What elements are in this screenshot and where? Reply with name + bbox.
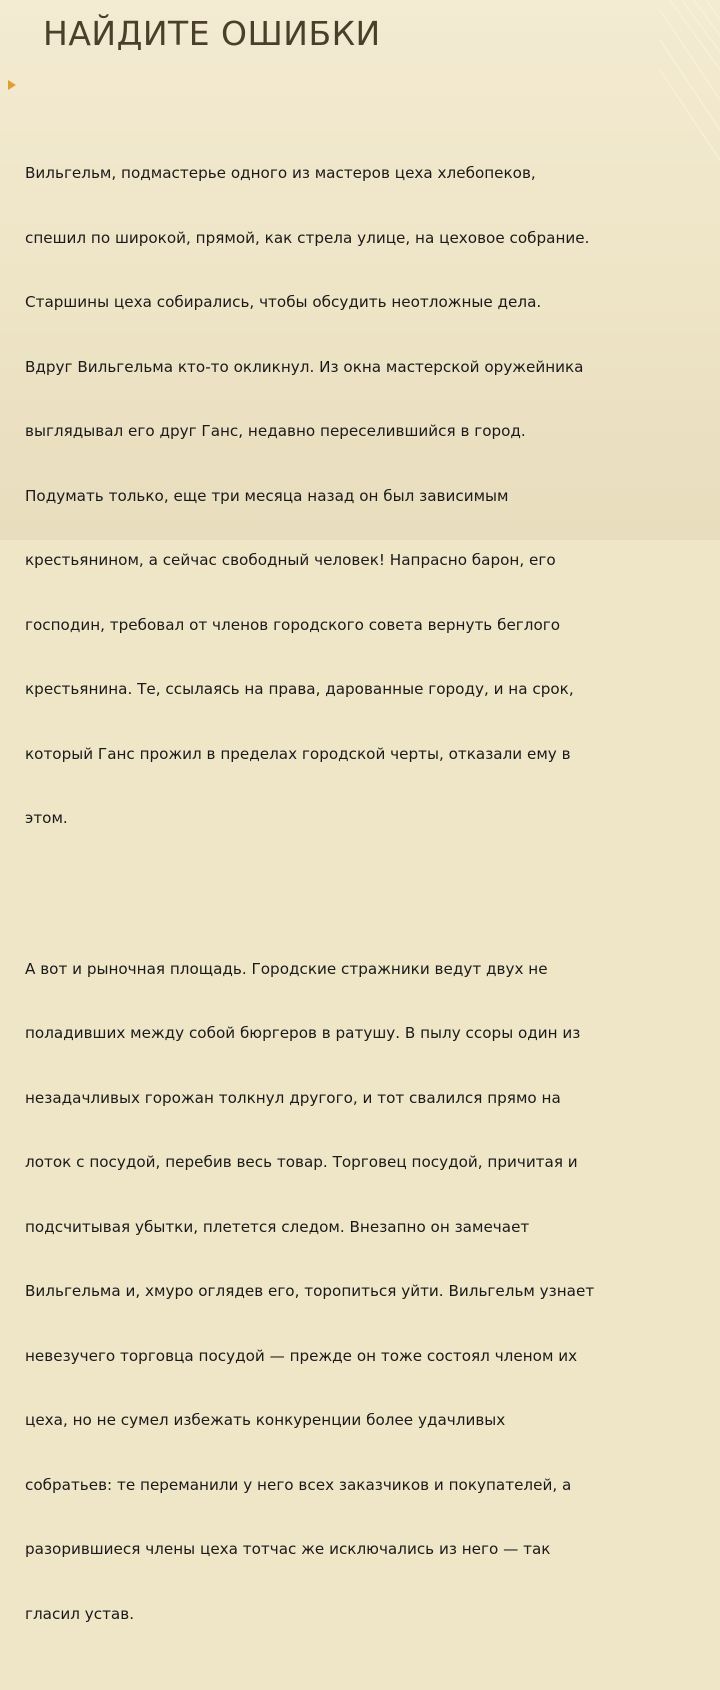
body-text	[25, 77, 715, 1690]
text-line: Вильгельм, подмастерье одного из мастеров цеха хлебопеков,	[25, 164, 536, 182]
text-line: гласил устав.	[25, 1604, 135, 1623]
bullet-arrow-icon	[8, 80, 16, 90]
text-line: крестьянином, а сейчас свободный человек! Напрасно барон, его	[25, 551, 556, 569]
text-line: лоток с посудой, перебив весь товар. Торговец посудой, причитая и	[25, 1153, 578, 1171]
text-line: собратьев: те переманили у него всех заказчиков и покупателей, а	[25, 1475, 572, 1494]
text-line: который Ганс прожил в пределах городской черты, отказали ему в	[25, 744, 571, 763]
text-line: этом.	[25, 809, 68, 827]
text-line: выглядывал его друг Ганс, недавно переселившийся в город.	[25, 422, 526, 440]
text-line: поладивших между собой бюргеров в ратушу. В пылу ссоры один из	[25, 1024, 581, 1042]
text-line: Подумать только, еще три месяца назад он был зависимым	[25, 486, 509, 505]
text-line: спешил по широкой, прямой, как стрела улице, на цеховое собрание.	[25, 228, 590, 247]
text-line: Вильгельма и, хмуро оглядев его, торопиться уйти. Вильгельм узнает	[25, 1282, 595, 1300]
slide-title: НАЙДИТЕ ОШИБКИ	[43, 14, 381, 53]
text-line: цеха, но не сумел избежать конкуренции более удачливых	[25, 1411, 506, 1429]
text-line: незадачливых горожан толкнул другого, и тот свалился прямо на	[25, 1088, 561, 1107]
text-line: невезучего торговца посудой — прежде он тоже состоял членом их	[25, 1346, 578, 1365]
text-line: разорившиеся члены цеха тотчас же исключались из него — так	[25, 1540, 551, 1558]
text-line: А вот и рыночная площадь. Городские стражники ведут двух не	[25, 959, 548, 978]
text-line: подсчитывая убытки, плетется следом. Внезапно он замечает	[25, 1217, 530, 1236]
text-line: Старшины цеха собирались, чтобы обсудить неотложные дела.	[25, 293, 542, 311]
text-line: крестьянина. Те, ссылаясь на права, дарованные городу, и на срок,	[25, 680, 574, 698]
paragraph-1	[25, 120, 715, 873]
text-line: Вдруг Вильгельма кто-то окликнул. Из окна мастерской оружейника	[25, 357, 584, 376]
text-line: господин, требовал от членов городского совета вернуть беглого	[25, 615, 561, 634]
paragraph-2	[25, 916, 715, 1669]
